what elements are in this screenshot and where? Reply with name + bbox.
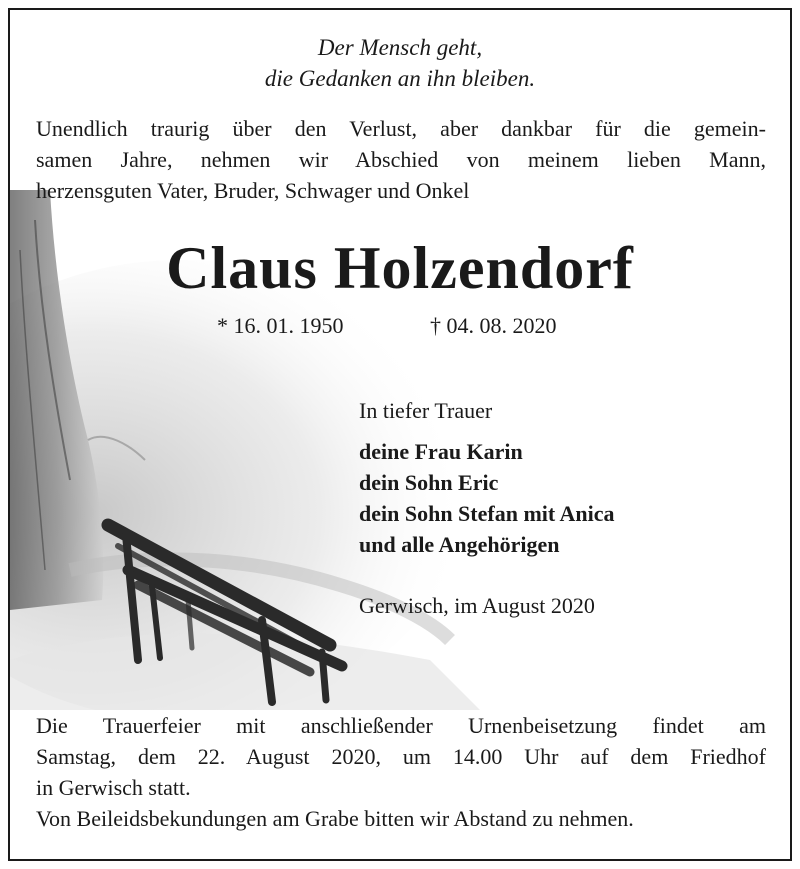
mourner-name: deine Frau Karin	[359, 439, 523, 464]
intro-line: Unendlich traurig über den Verlust, aber dankbar für die gemein-	[36, 116, 766, 141]
mourner-name: dein Sohn Stefan mit Anica	[359, 501, 615, 526]
info-line: Samstag, dem 22. August 2020, um 14.00 Uhr auf dem Friedhof	[36, 744, 766, 769]
motto-line: Der Mensch geht,	[317, 35, 483, 60]
info-line: Die Trauerfeier mit anschließender Urnenbeisetzung findet am	[36, 713, 766, 738]
motto-line: die Gedanken an ihn bleiben.	[264, 66, 536, 91]
place-date: Gerwisch, im August 2020	[359, 593, 595, 618]
mourners-block	[359, 395, 615, 560]
mourner-name: dein Sohn Eric	[359, 470, 499, 495]
intro-line: herzensguten Vater, Bruder, Schwager und Onkel	[36, 178, 470, 203]
motto	[10, 32, 790, 94]
death-date: † 04. 08. 2020	[430, 313, 557, 338]
mourning-heading: In tiefer Trauer	[359, 398, 493, 423]
intro-line: samen Jahre, nehmen wir Abschied von meinem lieben Mann,	[36, 147, 766, 172]
mourner-name: und alle Angehörigen	[359, 532, 560, 557]
info-line: Von Beileidsbekundungen am Grabe bitten wir Abstand zu nehmen.	[36, 806, 634, 831]
funeral-info	[36, 710, 766, 834]
intro-text	[36, 113, 766, 206]
info-line: in Gerwisch statt.	[36, 775, 191, 800]
obituary-notice	[8, 8, 792, 861]
birth-date: * 16. 01. 1950	[217, 313, 344, 338]
deceased-name: Claus Holzendorf	[166, 235, 634, 301]
